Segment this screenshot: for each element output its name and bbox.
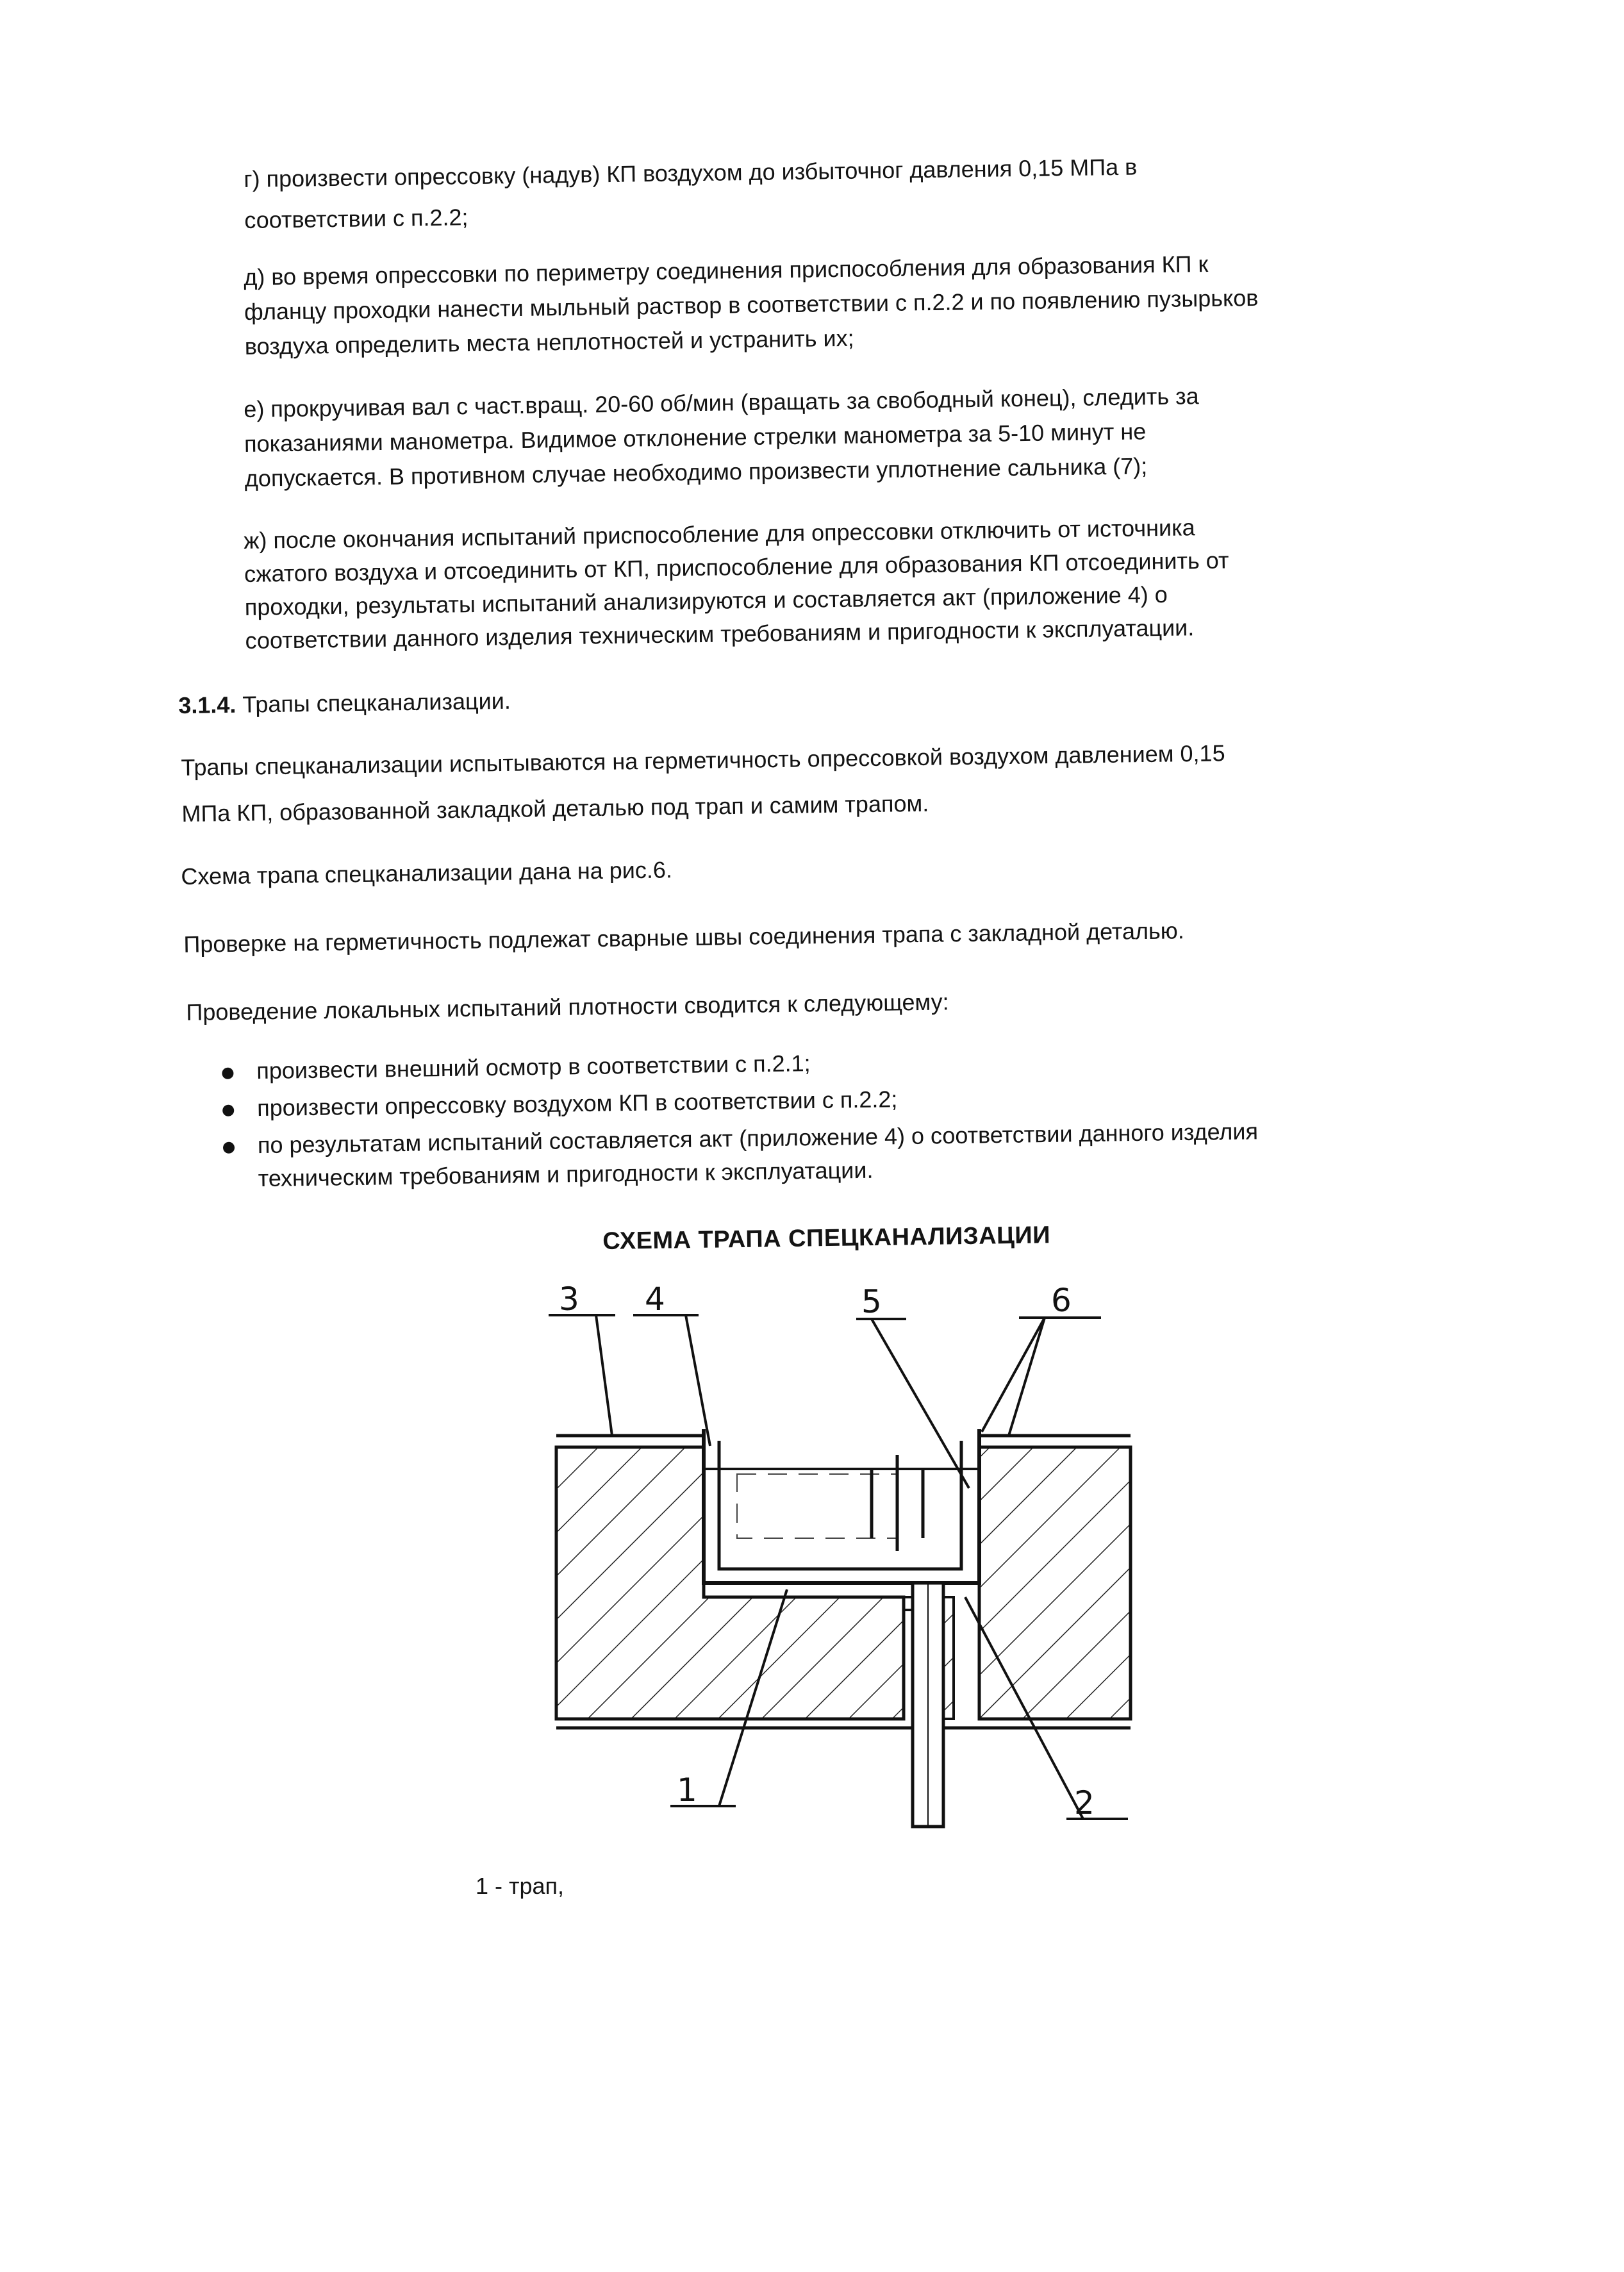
text-line: показаниями манометра. Видимое отклонение стрелки манометра за 5-10 минут не (244, 418, 1147, 457)
section-title: Трапы спецканализации. (242, 687, 511, 718)
figure-caption: 1 - трап, (476, 1873, 565, 1899)
list-item-text: по результатам испытаний составляется акт (приложение 4) о соответствии данного изделия (257, 1118, 1259, 1159)
text-line: соответствии с п.2.2; (244, 204, 468, 233)
text-line: МПа КП, образованной закладкой деталью под трап и самим трапом. (181, 790, 929, 827)
drain-trap (704, 1429, 979, 1583)
list-item-continuation: техническим требованиям и пригодности к эксплуатации. (258, 1156, 874, 1192)
text-line: соответствии данного изделия техническим требованиям и пригодности к эксплуатации. (245, 614, 1195, 654)
section-number: 3.1.4. (178, 691, 236, 718)
text-line: д) во время опрессовки по периметру соединения приспособления для образования КП к (244, 250, 1209, 290)
text-line: фланцу проходки нанести мыльный раствор в соответствии с п.2.2 и по появлению пузырьков (244, 284, 1259, 325)
text-line: воздуха определить места неплотностей и устранить их; (244, 324, 854, 360)
figure-title: СХЕМА ТРАПА СПЕЦКАНАЛИЗАЦИИ (602, 1222, 1051, 1255)
label-5: 5 (861, 1283, 882, 1320)
text-line: Трапы спецканализации испытываются на герметичность опрессовкой воздухом давлением 0,15 (181, 740, 1225, 781)
text-line: Проверке на герметичность подлежат сварные швы соединения трапа с закладной деталью. (183, 917, 1185, 958)
text-line: Схема трапа спецканализации дана на рис.6. (181, 856, 673, 890)
list-item-text: произвести внешний осмотр в соответствии с п.2.1; (256, 1050, 811, 1084)
text-line: ж) после окончания испытаний приспособление для опрессовки отключить от источника (244, 514, 1195, 554)
outlet-pipe (913, 1583, 943, 1827)
label-4: 4 (645, 1281, 665, 1318)
label-6: 6 (1051, 1282, 1072, 1319)
text-line: допускается. В противном случае необходимо произвести уплотнение сальника (7); (244, 452, 1148, 492)
text-line: г) произвести опрессовку (надув) КП воздухом до избыточног давления 0,15 МПа в (244, 153, 1138, 192)
label-3: 3 (559, 1281, 579, 1318)
text-line: Проведение локальных испытаний плотности сводится к следующему: (186, 988, 949, 1025)
text-line: е) прокручивая вал с част.вращ. 20-60 об/мин (вращать за свободный конец), следить за (244, 383, 1199, 422)
list-item-text: произвести опрессовку воздухом КП в соответствии с п.2.2; (256, 1086, 898, 1122)
text-line: проходки, результаты испытаний анализируются и составляется акт (приложение 4) о (244, 581, 1168, 620)
label-1: 1 (677, 1771, 697, 1809)
text-line: сжатого воздуха и отсоединить от КП, приспособление для образования КП отсоединить от (244, 547, 1229, 587)
label-2: 2 (1074, 1784, 1095, 1821)
